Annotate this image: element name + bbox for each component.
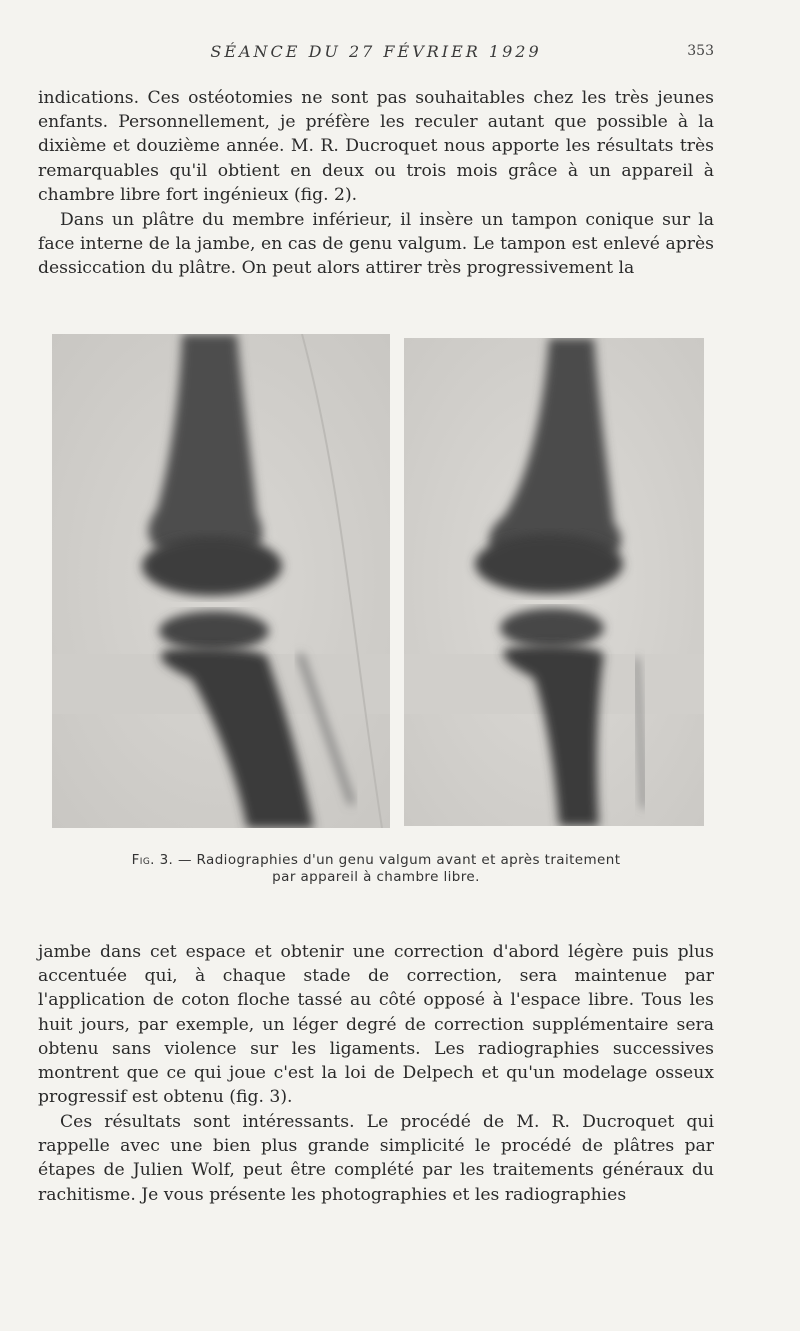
radiograph-after: [404, 338, 704, 826]
caption-line-1: — Radiographies d'un genu valgum avant et après traitement: [177, 852, 621, 868]
paragraph-2: Dans un plâtre du membre inférieur, il insère un tampon conique sur la face interne de la jambe, en cas de genu valgum. Le tampon est enlevé après dessiccation du plâtre. On peut alors attirer très progressivement la: [38, 210, 714, 279]
paragraph-4: Ces résultats sont intéressants. Le procédé de M. R. Ducroquet qui rappelle avec une bien plus grande simplicité le procédé de plâtres par étapes de Julien Wolf, peut être complété par les traitements généraux du rachitisme. Je vous présente les photographies et les radiographies: [38, 1112, 714, 1205]
paragraph-1: indications. Ces ostéotomies ne sont pas souhaitables chez les très jeunes enfants. Personnellement, je préfère les reculer autant que possible à la dixième et douzième année. M. R. Ducroquet nous apporte les résultats très remarquables qu'il obtient en deux ou trois mois grâce à un appareil à chambre libre fort ingénieux (fig. 2).: [38, 88, 714, 205]
figure-label: Fig. 3.: [131, 852, 174, 868]
figure-caption: [38, 852, 714, 886]
figure-3-radiographs: [52, 334, 704, 828]
running-header: [38, 42, 714, 66]
page-number: 353: [687, 43, 714, 59]
running-title: SÉANCE DU 27 FÉVRIER 1929: [210, 42, 542, 61]
radiograph-before: [52, 334, 390, 828]
caption-line-2: par appareil à chambre libre.: [272, 869, 480, 885]
paragraph-3: jambe dans cet espace et obtenir une correction d'abord légère puis plus accentuée qui, à chaque stade de correction, sera maintenue par l'application de coton floche tassé au côté opposé à l'espace libre. Tous les huit jours, par exemple, un léger degré de correction supplémentaire sera obtenu sans violence sur les ligaments. Les radiographies successives montrent que ce qui joue c'est la loi de Delpech et qu'un modelage osseux progressif est obtenu (fig. 3).: [38, 942, 714, 1108]
